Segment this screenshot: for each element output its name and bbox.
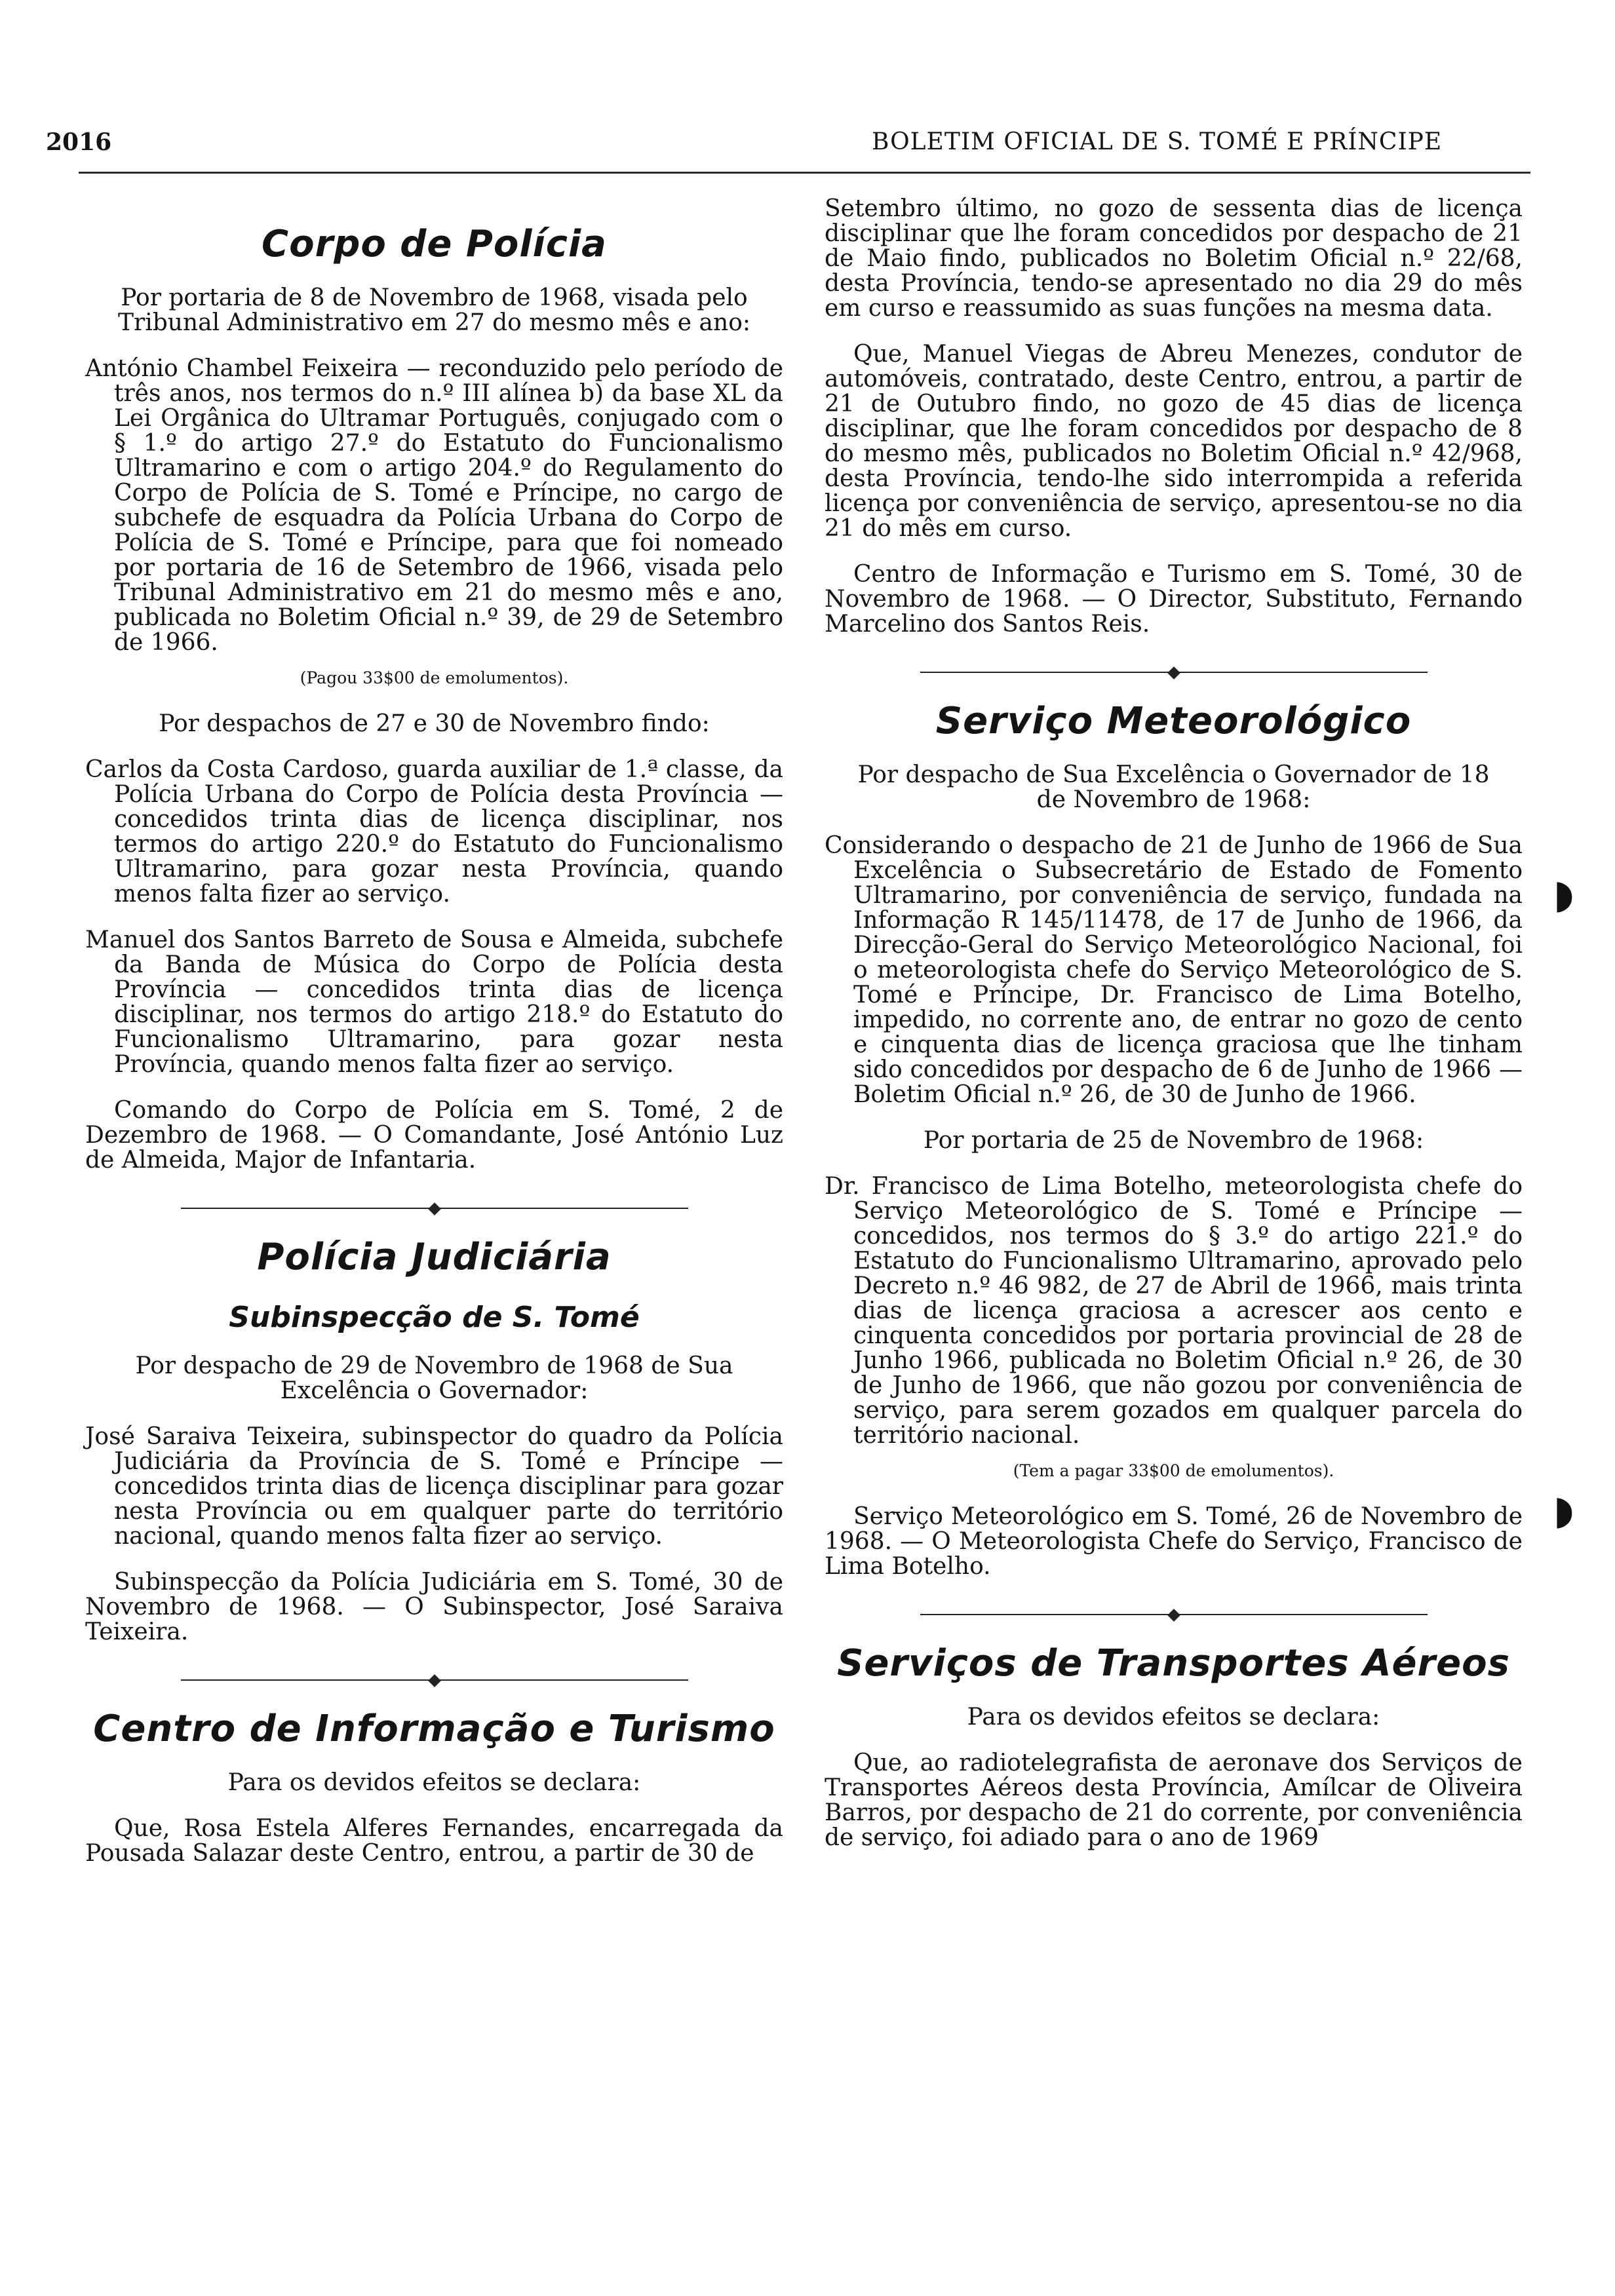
paragraph: Por despacho de 29 de Novembro de 1968 de Sua Excelência o Governador:: [135, 1352, 733, 1404]
left-column: [85, 197, 783, 1887]
ink-mark-icon: ◗: [1553, 871, 1574, 917]
header-rule: [79, 172, 1530, 174]
paragraph: Por portaria de 8 de Novembro de 1968, visada pelo Tribunal Administrativo em 27 do mesmo mês e ano:: [117, 284, 751, 336]
paragraph: Que, Manuel Viegas de Abreu Menezes, condutor de automóveis, contratado, deste Centro, entrou, a partir de 21 de Outubro findo, no gozo de 45 dias de licença disciplinar, que lhe foram concedidos por despacho de 8 do mesmo mês, publicados no Boletim Oficial n.º 42/968, desta Província, tendo-lhe sido interrompida a referida licença por conveniência de serviço, apresentou-se no dia 21 do mês em curso.: [825, 341, 1523, 542]
signature-paragraph: Centro de Informação e Turismo em S. Tomé, 30 de Novembro de 1968. — O Director, Substituto, Fernando Marcelino dos Santos Reis.: [825, 561, 1523, 638]
entry-paragraph: Carlos da Costa Cardoso, guarda auxiliar de 1.ª classe, da Polícia Urbana do Corpo de Polícia desta Província — concedidos trinta dias de licença disciplinar, nos termos do artigo 220.º do Estatuto do Funcionalismo Ultramarino, para gozar nesta Província, quando menos falta fizer ao serviço.: [85, 756, 783, 908]
section-title-corpo-policia: Corpo de Polícia: [262, 223, 607, 265]
entry-paragraph: Manuel dos Santos Barreto de Sousa e Almeida, subchefe da Banda de Música do Corpo de Polícia desta Província — concedidos trinta dias de licença disciplinar, nos termos do artigo 218.º do Estatuto do Funcionalismo Ultramarino, para gozar nesta Província, quando menos falta fizer ao serviço.: [85, 927, 783, 1078]
signature-paragraph: Comando do Corpo de Polícia em S. Tomé, 2 de Dezembro de 1968. — O Comandante, José António Luz de Almeida, Major de Infantaria.: [85, 1097, 783, 1174]
section-subtitle: Subinspecção de S. Tomé: [229, 1301, 640, 1334]
paragraph: Setembro último, no gozo de sessenta dias de licença disciplinar que lhe foram concedidos por despacho de 21 de Maio findo, publicados no Boletim Oficial n.º 22/68, desta Província, tendo-se apresentado no dia 29 do mês em curso e reassumido as suas funções na mesma data.: [825, 195, 1523, 322]
paragraph: Por portaria de 25 de Novembro de 1968:: [923, 1127, 1424, 1154]
right-column: [825, 197, 1523, 1871]
paragraph: Que, ao radiotelegrafista de aeronave dos Serviços de Transportes Aéreos desta Província, Amílcar de Oliveira Barros, por despacho de 21 do corrente, por conveniência de serviço, foi adiado para o ano de 1969: [825, 1750, 1523, 1851]
section-title-transportes-aereos: Serviços de Transportes Aéreos: [837, 1642, 1510, 1685]
page-number: 2016: [46, 128, 112, 156]
entry-paragraph: Considerando o despacho de 21 de Junho de 1966 de Sua Excelência o Subsecretário de Estado de Fomento Ultramarino, por conveniência de serviço, fundada na Informação R 145/11478, de 17 de Junho de 1966, da Direcção-Geral do Serviço Meteorológico Nacional, foi o meteorologista chefe do Serviço Meteorológico de S. Tomé e Príncipe, Dr. Francisco de Lima Botelho, impedido, no corrente ano, de entrar no gozo de cento e cinquenta dias de licença graciosa que lhe tinham sido concedidos por despacho de 6 de Junho de 1966 — Boletim Oficial n.º 26, de 30 de Junho de 1966.: [825, 832, 1523, 1108]
paragraph: Para os devidos efeitos se declara:: [227, 1769, 641, 1796]
signature-paragraph: Serviço Meteorológico em S. Tomé, 26 de Novembro de 1968. — O Meteorologista Chefe do Serviço, Francisco de Lima Botelho.: [825, 1503, 1523, 1580]
paragraph: Que, Rosa Estela Alferes Fernandes, encarregada da Pousada Salazar deste Centro, entrou, a partir de 30 de: [85, 1815, 783, 1867]
entry-paragraph: António Chambel Feixeira — reconduzido pelo período de três anos, nos termos do n.º III alínea b) da base XL da Lei Orgânica do Ultramar Português, conjugado com o § 1.º do artigo 27.º do Estatuto do Funcionalismo Ultramarino e com o artigo 204.º do Regulamento do Corpo de Polícia de S. Tomé e Príncipe, no cargo de subchefe de esquadra da Polícia Urbana do Corpo de Polícia de S. Tomé e Príncipe, para que foi nomeado por portaria de 16 de Setembro de 1966, visada pelo Tribunal Administrativo em 21 do mesmo mês e ano, publicada no Boletim Oficial n.º 39, de 29 de Setembro de 1966.: [85, 355, 783, 656]
section-divider: [85, 1666, 783, 1681]
publication-title: BOLETIM OFICIAL DE S. TOMÉ E PRÍNCIPE: [872, 128, 1443, 155]
section-title-policia-judiciaria: Polícia Judiciária: [257, 1236, 612, 1278]
ink-mark-icon: ◗: [1553, 1487, 1574, 1533]
paragraph: Para os devidos efeitos se declara:: [967, 1704, 1380, 1731]
entry-paragraph: Dr. Francisco de Lima Botelho, meteorologista chefe do Serviço Meteorológico de S. Tomé e Príncipe — concedidos, nos termos do § 3.º do artigo 221.º do Estatuto do Funcionalismo Ultramarino, aprovado pelo Decreto n.º 46 982, de 27 de Abril de 1966, mais trinta dias de licença graciosa a acrescer aos cento e cinquenta concedidos por portaria provincial de 28 de Junho 1966, publicada no Boletim Oficial n.º 26, de 30 de Junho de 1966, que não gozou por conveniência de serviço, para serem gozados em qualquer parcela do território nacional.: [825, 1173, 1523, 1449]
section-divider: [825, 1600, 1523, 1616]
section-divider: [85, 1194, 783, 1210]
paragraph: Por despacho de Sua Excelência o Governador de 18 de Novembro de 1968:: [857, 761, 1490, 813]
signature-paragraph: Subinspecção da Polícia Judiciária em S. Tomé, 30 de Novembro de 1968. — O Subinspector, José Saraiva Teixeira.: [85, 1569, 783, 1645]
entry-paragraph: José Saraiva Teixeira, subinspector do quadro da Polícia Judiciária da Província de S. Tomé e Príncipe — concedidos trinta dias de licença disciplinar para gozar nesta Província ou em qualquer parte do território nacional, quando menos falta fizer ao serviço.: [85, 1423, 783, 1550]
section-divider: [825, 658, 1523, 674]
fee-note: (Tem a pagar 33$00 de emolumentos).: [1013, 1461, 1334, 1480]
paragraph: Por despachos de 27 e 30 de Novembro findo:: [159, 710, 710, 737]
section-title-meteorologico: Serviço Meteorológico: [935, 700, 1412, 742]
fee-note: (Pagou 33$00 de emolumentos).: [300, 668, 569, 687]
section-title-centro-turismo: Centro de Informação e Turismo: [93, 1708, 775, 1750]
